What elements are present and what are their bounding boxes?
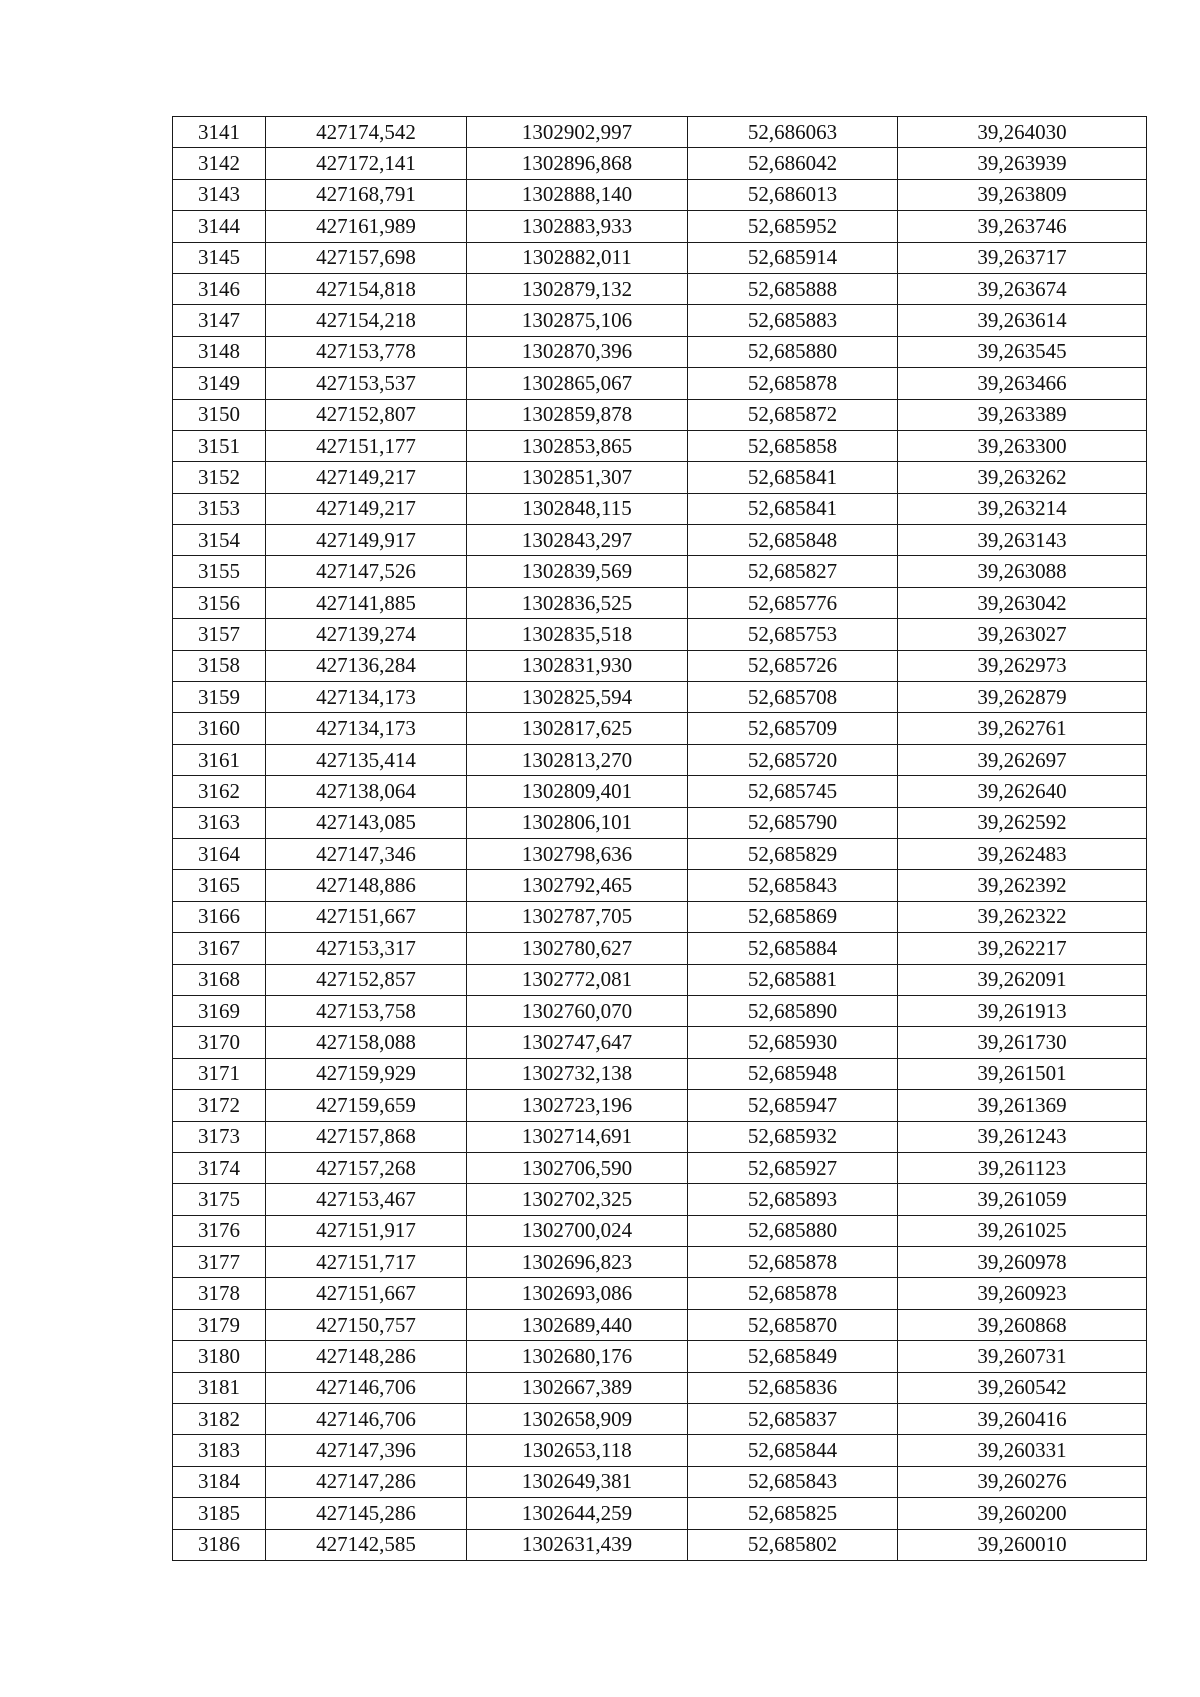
longitude-cell: 39,263214	[898, 493, 1147, 524]
latitude-cell: 52,685872	[688, 399, 898, 430]
latitude-cell: 52,685837	[688, 1404, 898, 1435]
point-number-cell: 3185	[173, 1498, 266, 1529]
latitude-cell: 52,685841	[688, 462, 898, 493]
table-row	[173, 336, 1147, 367]
latitude-cell: 52,685947	[688, 1090, 898, 1121]
table-row	[173, 242, 1147, 273]
latitude-cell: 52,685726	[688, 650, 898, 681]
x-coordinate-cell: 427136,284	[266, 650, 467, 681]
table-row	[173, 1278, 1147, 1309]
latitude-cell: 52,685844	[688, 1435, 898, 1466]
x-coordinate-cell: 427153,778	[266, 336, 467, 367]
x-coordinate-cell: 427152,807	[266, 399, 467, 430]
y-coordinate-cell: 1302792,465	[467, 870, 688, 901]
y-coordinate-cell: 1302825,594	[467, 682, 688, 713]
y-coordinate-cell: 1302723,196	[467, 1090, 688, 1121]
point-number-cell: 3141	[173, 117, 266, 148]
point-number-cell: 3166	[173, 901, 266, 932]
y-coordinate-cell: 1302649,381	[467, 1466, 688, 1497]
longitude-cell: 39,263389	[898, 399, 1147, 430]
longitude-cell: 39,262973	[898, 650, 1147, 681]
y-coordinate-cell: 1302732,138	[467, 1058, 688, 1089]
point-number-cell: 3157	[173, 619, 266, 650]
x-coordinate-cell: 427151,667	[266, 1278, 467, 1309]
y-coordinate-cell: 1302817,625	[467, 713, 688, 744]
point-number-cell: 3146	[173, 273, 266, 304]
longitude-cell: 39,261913	[898, 995, 1147, 1026]
y-coordinate-cell: 1302843,297	[467, 525, 688, 556]
table-row	[173, 619, 1147, 650]
y-coordinate-cell: 1302809,401	[467, 776, 688, 807]
point-number-cell: 3155	[173, 556, 266, 587]
latitude-cell: 52,685709	[688, 713, 898, 744]
table-row	[173, 1090, 1147, 1121]
x-coordinate-cell: 427148,886	[266, 870, 467, 901]
y-coordinate-cell: 1302859,878	[467, 399, 688, 430]
latitude-cell: 52,685878	[688, 1278, 898, 1309]
x-coordinate-cell: 427142,585	[266, 1529, 467, 1560]
point-number-cell: 3177	[173, 1247, 266, 1278]
table-row	[173, 462, 1147, 493]
x-coordinate-cell: 427153,467	[266, 1184, 467, 1215]
longitude-cell: 39,263466	[898, 368, 1147, 399]
point-number-cell: 3168	[173, 964, 266, 995]
latitude-cell: 52,685948	[688, 1058, 898, 1089]
table-row	[173, 964, 1147, 995]
y-coordinate-cell: 1302798,636	[467, 838, 688, 869]
y-coordinate-cell: 1302787,705	[467, 901, 688, 932]
longitude-cell: 39,262879	[898, 682, 1147, 713]
table-body	[173, 117, 1147, 1561]
longitude-cell: 39,260331	[898, 1435, 1147, 1466]
table-row	[173, 933, 1147, 964]
x-coordinate-cell: 427151,917	[266, 1215, 467, 1246]
longitude-cell: 39,262761	[898, 713, 1147, 744]
table-row	[173, 117, 1147, 148]
point-number-cell: 3147	[173, 305, 266, 336]
table-row	[173, 1529, 1147, 1560]
longitude-cell: 39,260276	[898, 1466, 1147, 1497]
y-coordinate-cell: 1302902,997	[467, 117, 688, 148]
x-coordinate-cell: 427159,659	[266, 1090, 467, 1121]
table-row	[173, 211, 1147, 242]
longitude-cell: 39,260978	[898, 1247, 1147, 1278]
y-coordinate-cell: 1302896,868	[467, 148, 688, 179]
x-coordinate-cell: 427154,218	[266, 305, 467, 336]
table-row	[173, 744, 1147, 775]
y-coordinate-cell: 1302865,067	[467, 368, 688, 399]
latitude-cell: 52,685841	[688, 493, 898, 524]
point-number-cell: 3165	[173, 870, 266, 901]
x-coordinate-cell: 427151,667	[266, 901, 467, 932]
latitude-cell: 52,686063	[688, 117, 898, 148]
longitude-cell: 39,260200	[898, 1498, 1147, 1529]
point-number-cell: 3179	[173, 1309, 266, 1340]
y-coordinate-cell: 1302689,440	[467, 1309, 688, 1340]
longitude-cell: 39,260416	[898, 1404, 1147, 1435]
latitude-cell: 52,685829	[688, 838, 898, 869]
table-row	[173, 1498, 1147, 1529]
y-coordinate-cell: 1302693,086	[467, 1278, 688, 1309]
point-number-cell: 3161	[173, 744, 266, 775]
longitude-cell: 39,260731	[898, 1341, 1147, 1372]
y-coordinate-cell: 1302706,590	[467, 1152, 688, 1183]
longitude-cell: 39,261025	[898, 1215, 1147, 1246]
point-number-cell: 3178	[173, 1278, 266, 1309]
longitude-cell: 39,262592	[898, 807, 1147, 838]
x-coordinate-cell: 427152,857	[266, 964, 467, 995]
y-coordinate-cell: 1302853,865	[467, 430, 688, 461]
table-row	[173, 1215, 1147, 1246]
table-row	[173, 493, 1147, 524]
point-number-cell: 3183	[173, 1435, 266, 1466]
latitude-cell: 52,685843	[688, 1466, 898, 1497]
x-coordinate-cell: 427149,917	[266, 525, 467, 556]
point-number-cell: 3153	[173, 493, 266, 524]
latitude-cell: 52,685827	[688, 556, 898, 587]
table-row	[173, 556, 1147, 587]
x-coordinate-cell: 427168,791	[266, 179, 467, 210]
y-coordinate-cell: 1302667,389	[467, 1372, 688, 1403]
y-coordinate-cell: 1302700,024	[467, 1215, 688, 1246]
x-coordinate-cell: 427134,173	[266, 713, 467, 744]
y-coordinate-cell: 1302831,930	[467, 650, 688, 681]
y-coordinate-cell: 1302702,325	[467, 1184, 688, 1215]
x-coordinate-cell: 427147,396	[266, 1435, 467, 1466]
point-number-cell: 3175	[173, 1184, 266, 1215]
point-number-cell: 3170	[173, 1027, 266, 1058]
latitude-cell: 52,685745	[688, 776, 898, 807]
y-coordinate-cell: 1302875,106	[467, 305, 688, 336]
longitude-cell: 39,263614	[898, 305, 1147, 336]
table-row	[173, 713, 1147, 744]
x-coordinate-cell: 427145,286	[266, 1498, 467, 1529]
y-coordinate-cell: 1302780,627	[467, 933, 688, 964]
longitude-cell: 39,261123	[898, 1152, 1147, 1183]
point-number-cell: 3163	[173, 807, 266, 838]
table-row	[173, 870, 1147, 901]
y-coordinate-cell: 1302696,823	[467, 1247, 688, 1278]
longitude-cell: 39,263674	[898, 273, 1147, 304]
latitude-cell: 52,685881	[688, 964, 898, 995]
table-row	[173, 179, 1147, 210]
longitude-cell: 39,260010	[898, 1529, 1147, 1560]
table-row	[173, 776, 1147, 807]
point-number-cell: 3156	[173, 587, 266, 618]
point-number-cell: 3143	[173, 179, 266, 210]
longitude-cell: 39,262091	[898, 964, 1147, 995]
latitude-cell: 52,685870	[688, 1309, 898, 1340]
y-coordinate-cell: 1302813,270	[467, 744, 688, 775]
latitude-cell: 52,685883	[688, 305, 898, 336]
x-coordinate-cell: 427153,537	[266, 368, 467, 399]
point-number-cell: 3176	[173, 1215, 266, 1246]
point-number-cell: 3145	[173, 242, 266, 273]
table-row	[173, 1027, 1147, 1058]
table-row	[173, 305, 1147, 336]
table-row	[173, 430, 1147, 461]
point-number-cell: 3152	[173, 462, 266, 493]
x-coordinate-cell: 427147,286	[266, 1466, 467, 1497]
table-row	[173, 1152, 1147, 1183]
y-coordinate-cell: 1302772,081	[467, 964, 688, 995]
table-row	[173, 1309, 1147, 1340]
latitude-cell: 52,685878	[688, 1247, 898, 1278]
latitude-cell: 52,685878	[688, 368, 898, 399]
latitude-cell: 52,685802	[688, 1529, 898, 1560]
latitude-cell: 52,685930	[688, 1027, 898, 1058]
coordinates-table	[172, 116, 1147, 1561]
latitude-cell: 52,685880	[688, 1215, 898, 1246]
table-row	[173, 399, 1147, 430]
point-number-cell: 3160	[173, 713, 266, 744]
latitude-cell: 52,685858	[688, 430, 898, 461]
table-row	[173, 1372, 1147, 1403]
x-coordinate-cell: 427138,064	[266, 776, 467, 807]
x-coordinate-cell: 427151,717	[266, 1247, 467, 1278]
latitude-cell: 52,685914	[688, 242, 898, 273]
x-coordinate-cell: 427161,989	[266, 211, 467, 242]
y-coordinate-cell: 1302760,070	[467, 995, 688, 1026]
latitude-cell: 52,685720	[688, 744, 898, 775]
longitude-cell: 39,263717	[898, 242, 1147, 273]
table-row	[173, 148, 1147, 179]
table-row	[173, 1058, 1147, 1089]
table-row	[173, 650, 1147, 681]
x-coordinate-cell: 427174,542	[266, 117, 467, 148]
longitude-cell: 39,261059	[898, 1184, 1147, 1215]
latitude-cell: 52,686013	[688, 179, 898, 210]
latitude-cell: 52,685932	[688, 1121, 898, 1152]
latitude-cell: 52,685753	[688, 619, 898, 650]
y-coordinate-cell: 1302879,132	[467, 273, 688, 304]
x-coordinate-cell: 427151,177	[266, 430, 467, 461]
latitude-cell: 52,685893	[688, 1184, 898, 1215]
x-coordinate-cell: 427134,173	[266, 682, 467, 713]
table-row	[173, 995, 1147, 1026]
point-number-cell: 3158	[173, 650, 266, 681]
latitude-cell: 52,685825	[688, 1498, 898, 1529]
longitude-cell: 39,262217	[898, 933, 1147, 964]
x-coordinate-cell: 427154,818	[266, 273, 467, 304]
x-coordinate-cell: 427153,758	[266, 995, 467, 1026]
longitude-cell: 39,263300	[898, 430, 1147, 461]
y-coordinate-cell: 1302836,525	[467, 587, 688, 618]
y-coordinate-cell: 1302631,439	[467, 1529, 688, 1560]
latitude-cell: 52,685884	[688, 933, 898, 964]
y-coordinate-cell: 1302835,518	[467, 619, 688, 650]
x-coordinate-cell: 427149,217	[266, 493, 467, 524]
point-number-cell: 3142	[173, 148, 266, 179]
longitude-cell: 39,260923	[898, 1278, 1147, 1309]
longitude-cell: 39,263088	[898, 556, 1147, 587]
point-number-cell: 3167	[173, 933, 266, 964]
x-coordinate-cell: 427143,085	[266, 807, 467, 838]
point-number-cell: 3144	[173, 211, 266, 242]
latitude-cell: 52,685927	[688, 1152, 898, 1183]
point-number-cell: 3162	[173, 776, 266, 807]
longitude-cell: 39,260868	[898, 1309, 1147, 1340]
point-number-cell: 3172	[173, 1090, 266, 1121]
x-coordinate-cell: 427150,757	[266, 1309, 467, 1340]
table-row	[173, 1121, 1147, 1152]
table-row	[173, 682, 1147, 713]
latitude-cell: 52,685836	[688, 1372, 898, 1403]
x-coordinate-cell: 427153,317	[266, 933, 467, 964]
point-number-cell: 3151	[173, 430, 266, 461]
point-number-cell: 3182	[173, 1404, 266, 1435]
y-coordinate-cell: 1302848,115	[467, 493, 688, 524]
latitude-cell: 52,685890	[688, 995, 898, 1026]
point-number-cell: 3159	[173, 682, 266, 713]
y-coordinate-cell: 1302714,691	[467, 1121, 688, 1152]
x-coordinate-cell: 427158,088	[266, 1027, 467, 1058]
x-coordinate-cell: 427149,217	[266, 462, 467, 493]
longitude-cell: 39,263746	[898, 211, 1147, 242]
longitude-cell: 39,261243	[898, 1121, 1147, 1152]
table-row	[173, 838, 1147, 869]
longitude-cell: 39,262322	[898, 901, 1147, 932]
point-number-cell: 3164	[173, 838, 266, 869]
latitude-cell: 52,685869	[688, 901, 898, 932]
longitude-cell: 39,263143	[898, 525, 1147, 556]
y-coordinate-cell: 1302870,396	[467, 336, 688, 367]
point-number-cell: 3181	[173, 1372, 266, 1403]
x-coordinate-cell: 427157,268	[266, 1152, 467, 1183]
point-number-cell: 3184	[173, 1466, 266, 1497]
x-coordinate-cell: 427147,526	[266, 556, 467, 587]
latitude-cell: 52,685880	[688, 336, 898, 367]
x-coordinate-cell: 427135,414	[266, 744, 467, 775]
table-row	[173, 807, 1147, 838]
table-row	[173, 525, 1147, 556]
latitude-cell: 52,685888	[688, 273, 898, 304]
table-row	[173, 1184, 1147, 1215]
longitude-cell: 39,262697	[898, 744, 1147, 775]
x-coordinate-cell: 427172,141	[266, 148, 467, 179]
point-number-cell: 3173	[173, 1121, 266, 1152]
longitude-cell: 39,263545	[898, 336, 1147, 367]
y-coordinate-cell: 1302806,101	[467, 807, 688, 838]
longitude-cell: 39,263027	[898, 619, 1147, 650]
table-row	[173, 1341, 1147, 1372]
y-coordinate-cell: 1302747,647	[467, 1027, 688, 1058]
x-coordinate-cell: 427139,274	[266, 619, 467, 650]
longitude-cell: 39,263939	[898, 148, 1147, 179]
point-number-cell: 3180	[173, 1341, 266, 1372]
longitude-cell: 39,262392	[898, 870, 1147, 901]
latitude-cell: 52,685843	[688, 870, 898, 901]
longitude-cell: 39,264030	[898, 117, 1147, 148]
x-coordinate-cell: 427159,929	[266, 1058, 467, 1089]
longitude-cell: 39,263262	[898, 462, 1147, 493]
longitude-cell: 39,261369	[898, 1090, 1147, 1121]
y-coordinate-cell: 1302658,909	[467, 1404, 688, 1435]
point-number-cell: 3149	[173, 368, 266, 399]
longitude-cell: 39,261730	[898, 1027, 1147, 1058]
table-row	[173, 1404, 1147, 1435]
x-coordinate-cell: 427157,868	[266, 1121, 467, 1152]
y-coordinate-cell: 1302839,569	[467, 556, 688, 587]
latitude-cell: 52,685952	[688, 211, 898, 242]
latitude-cell: 52,685708	[688, 682, 898, 713]
point-number-cell: 3171	[173, 1058, 266, 1089]
longitude-cell: 39,263042	[898, 587, 1147, 618]
table-row	[173, 901, 1147, 932]
longitude-cell: 39,262640	[898, 776, 1147, 807]
point-number-cell: 3169	[173, 995, 266, 1026]
latitude-cell: 52,685848	[688, 525, 898, 556]
x-coordinate-cell: 427148,286	[266, 1341, 467, 1372]
longitude-cell: 39,261501	[898, 1058, 1147, 1089]
latitude-cell: 52,685776	[688, 587, 898, 618]
point-number-cell: 3148	[173, 336, 266, 367]
x-coordinate-cell: 427147,346	[266, 838, 467, 869]
latitude-cell: 52,685790	[688, 807, 898, 838]
table-row	[173, 368, 1147, 399]
table-row	[173, 587, 1147, 618]
longitude-cell: 39,263809	[898, 179, 1147, 210]
x-coordinate-cell: 427146,706	[266, 1372, 467, 1403]
y-coordinate-cell: 1302888,140	[467, 179, 688, 210]
x-coordinate-cell: 427157,698	[266, 242, 467, 273]
point-number-cell: 3186	[173, 1529, 266, 1560]
y-coordinate-cell: 1302653,118	[467, 1435, 688, 1466]
point-number-cell: 3150	[173, 399, 266, 430]
longitude-cell: 39,260542	[898, 1372, 1147, 1403]
point-number-cell: 3174	[173, 1152, 266, 1183]
x-coordinate-cell: 427141,885	[266, 587, 467, 618]
y-coordinate-cell: 1302851,307	[467, 462, 688, 493]
table-row	[173, 273, 1147, 304]
table-row	[173, 1435, 1147, 1466]
latitude-cell: 52,685849	[688, 1341, 898, 1372]
y-coordinate-cell: 1302883,933	[467, 211, 688, 242]
table-row	[173, 1466, 1147, 1497]
point-number-cell: 3154	[173, 525, 266, 556]
y-coordinate-cell: 1302680,176	[467, 1341, 688, 1372]
y-coordinate-cell: 1302644,259	[467, 1498, 688, 1529]
table-row	[173, 1247, 1147, 1278]
latitude-cell: 52,686042	[688, 148, 898, 179]
longitude-cell: 39,262483	[898, 838, 1147, 869]
y-coordinate-cell: 1302882,011	[467, 242, 688, 273]
x-coordinate-cell: 427146,706	[266, 1404, 467, 1435]
